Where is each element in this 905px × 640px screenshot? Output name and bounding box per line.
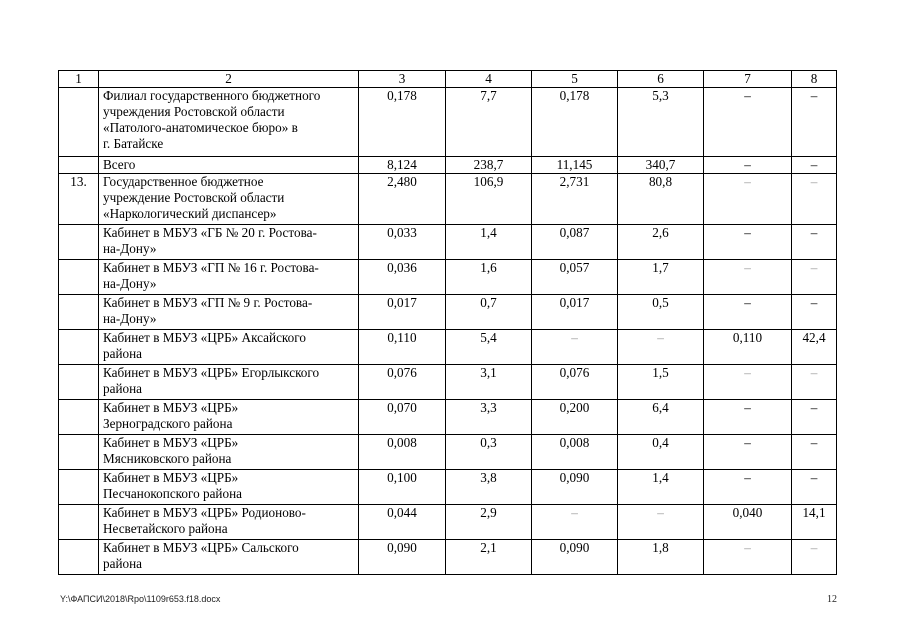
value-cell: 0,017 [532, 295, 618, 330]
row-number-cell: 13. [59, 174, 99, 225]
row-number-cell [59, 435, 99, 470]
name-cell: Кабинет в МБУЗ «ЦРБ» Родионово- Несветайского района [99, 505, 359, 540]
row-number-cell [59, 505, 99, 540]
column-header: 5 [532, 71, 618, 88]
name-cell: Кабинет в МБУЗ «ГП № 16 г. Ростова- на-Дону» [99, 260, 359, 295]
value-cell: 0,5 [618, 295, 704, 330]
value-cell: – [792, 260, 837, 295]
value-cell: – [792, 174, 837, 225]
value-cell: – [792, 365, 837, 400]
value-cell: 0,040 [704, 505, 792, 540]
table-row [59, 330, 837, 365]
value-cell: 0,008 [532, 435, 618, 470]
name-cell: Кабинет в МБУЗ «ЦРБ» Зерноградского района [99, 400, 359, 435]
value-cell: 0,178 [359, 88, 446, 157]
column-header: 3 [359, 71, 446, 88]
value-cell: – [704, 260, 792, 295]
value-cell: 0,090 [532, 540, 618, 575]
row-number-cell [59, 295, 99, 330]
table-row [59, 225, 837, 260]
value-cell: 6,4 [618, 400, 704, 435]
table-row [59, 505, 837, 540]
value-cell: 0,036 [359, 260, 446, 295]
value-cell: – [792, 157, 837, 174]
value-cell: – [532, 330, 618, 365]
row-number-cell [59, 470, 99, 505]
value-cell: – [792, 225, 837, 260]
page-number: 12 [827, 594, 837, 605]
row-number-cell [59, 400, 99, 435]
value-cell: – [792, 435, 837, 470]
value-cell: 1,7 [618, 260, 704, 295]
value-cell: – [704, 365, 792, 400]
value-cell: 0,110 [359, 330, 446, 365]
value-cell: 0,200 [532, 400, 618, 435]
value-cell: – [792, 400, 837, 435]
value-cell: 2,1 [446, 540, 532, 575]
name-cell: Кабинет в МБУЗ «ГБ № 20 г. Ростова- на-Дону» [99, 225, 359, 260]
value-cell: 14,1 [792, 505, 837, 540]
value-cell: 7,7 [446, 88, 532, 157]
column-header: 8 [792, 71, 837, 88]
value-cell: 0,070 [359, 400, 446, 435]
value-cell: 1,5 [618, 365, 704, 400]
table-body [59, 71, 837, 575]
table-row [59, 365, 837, 400]
value-cell: 0,7 [446, 295, 532, 330]
name-cell: Кабинет в МБУЗ «ЦРБ» Сальского района [99, 540, 359, 575]
table-row [59, 470, 837, 505]
value-cell: 0,044 [359, 505, 446, 540]
name-cell: Кабинет в МБУЗ «ЦРБ» Песчанокопского района [99, 470, 359, 505]
row-number-cell [59, 88, 99, 157]
value-cell: 1,6 [446, 260, 532, 295]
value-cell: 3,1 [446, 365, 532, 400]
value-cell: 1,4 [618, 470, 704, 505]
value-cell: 0,090 [359, 540, 446, 575]
value-cell: 0,090 [532, 470, 618, 505]
column-header: 6 [618, 71, 704, 88]
value-cell: 0,100 [359, 470, 446, 505]
value-cell: 0,178 [532, 88, 618, 157]
value-cell: 2,731 [532, 174, 618, 225]
value-cell: – [704, 174, 792, 225]
value-cell: 0,4 [618, 435, 704, 470]
table-row [59, 174, 837, 225]
column-header: 2 [99, 71, 359, 88]
column-header: 4 [446, 71, 532, 88]
table-header-row [59, 71, 837, 88]
row-number-cell [59, 260, 99, 295]
value-cell: – [704, 157, 792, 174]
value-cell: 2,480 [359, 174, 446, 225]
value-cell: – [704, 88, 792, 157]
value-cell: – [704, 435, 792, 470]
table-row [59, 88, 837, 157]
value-cell: 80,8 [618, 174, 704, 225]
row-number-cell [59, 365, 99, 400]
value-cell: – [704, 400, 792, 435]
name-cell: Государственное бюджетное учреждение Ростовской области «Наркологический диспансер» [99, 174, 359, 225]
value-cell: 8,124 [359, 157, 446, 174]
value-cell: 3,8 [446, 470, 532, 505]
value-cell: 0,087 [532, 225, 618, 260]
value-cell: – [704, 295, 792, 330]
column-header: 7 [704, 71, 792, 88]
value-cell: – [704, 470, 792, 505]
table-row [59, 260, 837, 295]
value-cell: 0,076 [359, 365, 446, 400]
table-row [59, 157, 837, 174]
value-cell: 0,008 [359, 435, 446, 470]
value-cell: 1,8 [618, 540, 704, 575]
table-row [59, 540, 837, 575]
value-cell: 106,9 [446, 174, 532, 225]
row-number-cell [59, 157, 99, 174]
value-cell: – [532, 505, 618, 540]
data-table [58, 70, 837, 575]
value-cell: 5,3 [618, 88, 704, 157]
row-number-cell [59, 225, 99, 260]
row-number-cell [59, 540, 99, 575]
name-cell: Филиал государственного бюджетного учреждения Ростовской области «Патолого-анатомическое бюро» в г. Батайске [99, 88, 359, 157]
value-cell: 3,3 [446, 400, 532, 435]
value-cell: – [792, 540, 837, 575]
table-row [59, 295, 837, 330]
value-cell: 340,7 [618, 157, 704, 174]
column-header: 1 [59, 71, 99, 88]
value-cell: 2,6 [618, 225, 704, 260]
value-cell: 11,145 [532, 157, 618, 174]
name-cell: Кабинет в МБУЗ «ГП № 9 г. Ростова- на-Дону» [99, 295, 359, 330]
footer-file-path: Y:\ФАПСИ\2018\Rpo\1109r653.f18.docx [60, 594, 221, 604]
value-cell: 5,4 [446, 330, 532, 365]
value-cell: 0,076 [532, 365, 618, 400]
value-cell: – [792, 470, 837, 505]
value-cell: 0,033 [359, 225, 446, 260]
value-cell: 0,057 [532, 260, 618, 295]
table-row [59, 400, 837, 435]
value-cell: 0,110 [704, 330, 792, 365]
name-cell: Кабинет в МБУЗ «ЦРБ» Егорлыкского района [99, 365, 359, 400]
value-cell: 1,4 [446, 225, 532, 260]
value-cell: 0,3 [446, 435, 532, 470]
value-cell: – [792, 88, 837, 157]
value-cell: 2,9 [446, 505, 532, 540]
value-cell: – [618, 330, 704, 365]
value-cell: – [704, 225, 792, 260]
value-cell: 0,017 [359, 295, 446, 330]
table-row [59, 435, 837, 470]
value-cell: 42,4 [792, 330, 837, 365]
name-cell: Кабинет в МБУЗ «ЦРБ» Мясниковского района [99, 435, 359, 470]
name-cell: Всего [99, 157, 359, 174]
name-cell: Кабинет в МБУЗ «ЦРБ» Аксайского района [99, 330, 359, 365]
value-cell: – [618, 505, 704, 540]
row-number-cell [59, 330, 99, 365]
value-cell: 238,7 [446, 157, 532, 174]
value-cell: – [704, 540, 792, 575]
value-cell: – [792, 295, 837, 330]
